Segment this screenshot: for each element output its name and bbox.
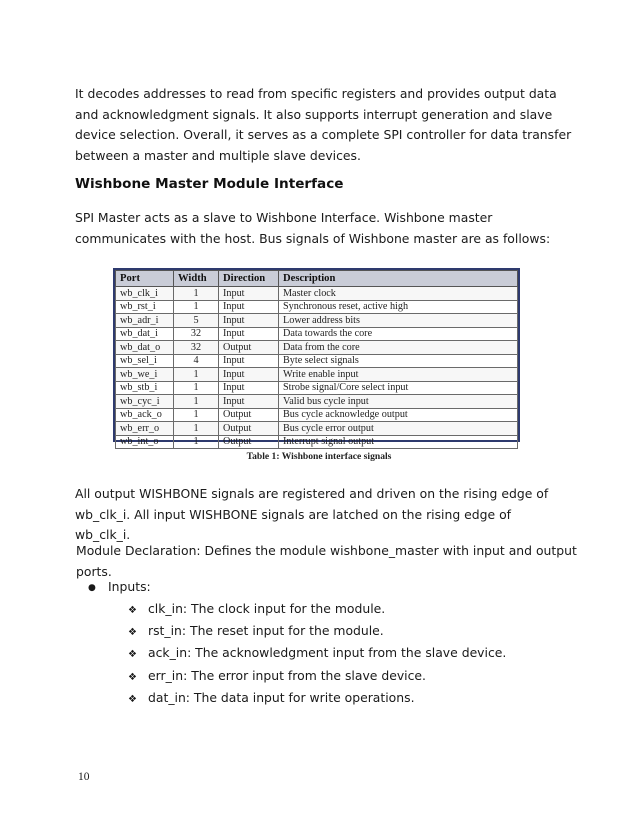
- table-row: [116, 287, 518, 301]
- cell-width: 1: [174, 408, 219, 422]
- cell-width: 1: [174, 381, 219, 395]
- cell-direction: Output: [219, 341, 279, 355]
- page-number: 10: [78, 771, 90, 783]
- input-port-item: [128, 643, 548, 665]
- cell-description: Synchronous reset, active high: [279, 300, 518, 314]
- cell-description: Data towards the core: [279, 327, 518, 341]
- cell-port: wb_adr_i: [116, 314, 174, 328]
- cell-direction: Input: [219, 287, 279, 301]
- cell-width: 5: [174, 314, 219, 328]
- table-row: [116, 395, 518, 409]
- header-port: Port: [116, 271, 174, 287]
- cell-width: 1: [174, 300, 219, 314]
- header-description: Description: [279, 271, 518, 287]
- intro-paragraph: It decodes addresses to read from specific registers and provides output data and acknowledgment signals. It also supports interrupt generation and slave device selection. Overall, it serves as a complete SPI controller for data transfer between a master and multiple slave devices.: [75, 86, 572, 163]
- inputs-sub-list: [128, 599, 548, 710]
- inputs-label: Inputs:: [108, 579, 151, 594]
- cell-width: 1: [174, 422, 219, 436]
- input-port-text: rst_in: The reset input for the module.: [148, 623, 384, 639]
- cell-description: Strobe signal/Core select input: [279, 381, 518, 395]
- diamond-bullet-icon: ❖: [128, 649, 137, 661]
- cell-port: wb_ack_o: [116, 408, 174, 422]
- header-width: Width: [174, 271, 219, 287]
- cell-port: wb_dat_o: [116, 341, 174, 355]
- cell-width: 1: [174, 287, 219, 301]
- input-port-item: [128, 621, 548, 643]
- cell-description: Valid bus cycle input: [279, 395, 518, 409]
- cell-direction: Input: [219, 314, 279, 328]
- module-declaration-paragraph: Module Declaration: Defines the module wishbone_master with input and output ports.: [76, 543, 577, 579]
- table-row: [116, 314, 518, 328]
- cell-direction: Input: [219, 395, 279, 409]
- cell-width: 1: [174, 435, 219, 449]
- table-header-row: [116, 271, 518, 287]
- cell-width: 4: [174, 354, 219, 368]
- cell-description: Byte select signals: [279, 354, 518, 368]
- wishbone-signals-table: [115, 270, 518, 449]
- cell-width: 32: [174, 327, 219, 341]
- cell-description: Bus cycle error output: [279, 422, 518, 436]
- cell-port: wb_we_i: [116, 368, 174, 382]
- cell-port: wb_dat_i: [116, 327, 174, 341]
- cell-port: wb_int_o: [116, 435, 174, 449]
- cell-port: wb_sel_i: [116, 354, 174, 368]
- wishbone-signals-table-frame: [113, 268, 520, 448]
- cell-width: 1: [174, 395, 219, 409]
- cell-port: wb_clk_i: [116, 287, 174, 301]
- table-row: [116, 408, 518, 422]
- table-row: [116, 354, 518, 368]
- table-row: [116, 435, 518, 449]
- cell-description: Data from the core: [279, 341, 518, 355]
- inputs-list-item: [88, 577, 507, 705]
- diamond-bullet-icon: ❖: [128, 671, 137, 683]
- input-port-text: err_in: The error input from the slave device.: [148, 667, 426, 683]
- section-heading: Wishbone Master Module Interface: [75, 176, 344, 192]
- table-row: [116, 381, 518, 395]
- input-port-item: [128, 666, 548, 688]
- input-port-text: dat_in: The data input for write operations.: [148, 689, 415, 705]
- cell-direction: Input: [219, 354, 279, 368]
- table-row: [116, 300, 518, 314]
- cell-description: Master clock: [279, 287, 518, 301]
- diamond-bullet-icon: ❖: [128, 605, 137, 616]
- cell-direction: Input: [219, 368, 279, 382]
- diamond-bullet-icon: ❖: [128, 693, 137, 705]
- table-row: [116, 327, 518, 341]
- cell-direction: Output: [219, 408, 279, 422]
- table-body: [116, 287, 518, 449]
- section-intro-paragraph: SPI Master acts as a slave to Wishbone Interface. Wishbone master communicates with the host. Bus signals of Wishbone master are as follows:: [75, 210, 551, 246]
- cell-width: 32: [174, 341, 219, 355]
- cell-width: 1: [174, 368, 219, 382]
- registered-note-paragraph: All output WISHBONE signals are registered and driven on the rising edge of wb_clk_i. All input WISHBONE signals are latched on the rising edge of wb_clk_i.: [75, 486, 549, 543]
- table-row: [116, 422, 518, 436]
- table-row: [116, 368, 518, 382]
- cell-direction: Input: [219, 327, 279, 341]
- input-port-text: ack_in: The acknowledgment input from the slave device.: [148, 645, 507, 661]
- diamond-bullet-icon: ❖: [128, 627, 137, 639]
- cell-port: wb_err_o: [116, 422, 174, 436]
- cell-direction: Output: [219, 435, 279, 449]
- cell-direction: Input: [219, 381, 279, 395]
- inputs-bullet-list: [88, 577, 507, 705]
- input-port-item: [128, 688, 548, 710]
- cell-direction: Input: [219, 300, 279, 314]
- cell-port: wb_cyc_i: [116, 395, 174, 409]
- cell-description: Write enable input: [279, 368, 518, 382]
- cell-port: wb_rst_i: [116, 300, 174, 314]
- table-row: [116, 341, 518, 355]
- input-port-item: [128, 599, 548, 621]
- header-direction: Direction: [219, 271, 279, 287]
- cell-port: wb_stb_i: [116, 381, 174, 395]
- input-port-text: clk_in: The clock input for the module.: [148, 601, 386, 616]
- cell-description: Lower address bits: [279, 314, 518, 328]
- table-caption: Table 1: Wishbone interface signals: [246, 451, 392, 462]
- cell-description: Bus cycle acknowledge output: [279, 408, 518, 422]
- cell-description: Interrupt signal output: [279, 435, 518, 449]
- cell-direction: Output: [219, 422, 279, 436]
- bullet-dot-icon: ●: [88, 583, 96, 593]
